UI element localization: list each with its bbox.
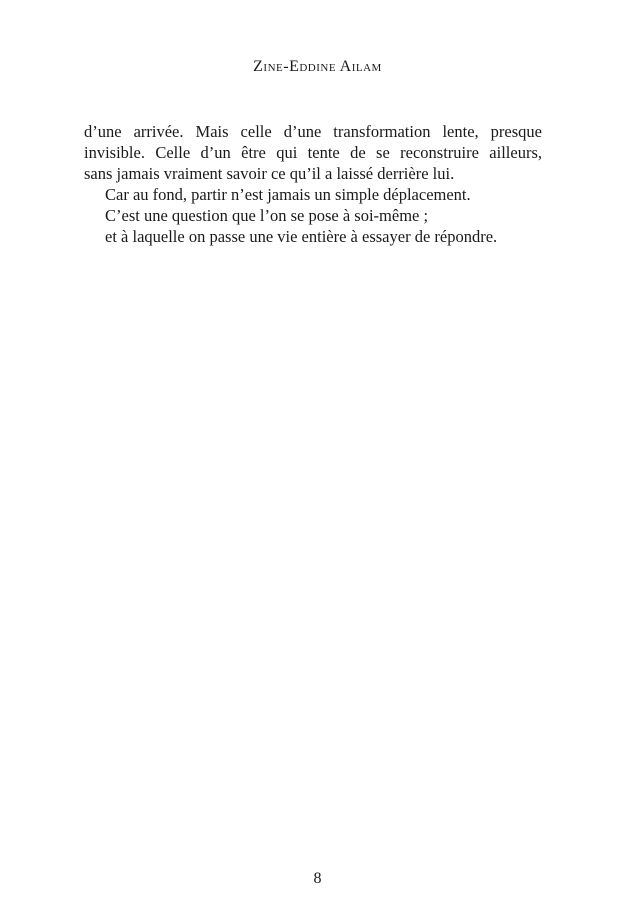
text-line: invisible. Celle d’un être qui tente de se reconstruire ailleurs,	[84, 143, 542, 162]
text-line: d’une arrivée. Mais celle d’une transformation lente, presque	[84, 122, 542, 141]
text-line: sans jamais vraiment savoir ce qu’il a laissé derrière lui.	[84, 164, 455, 183]
paragraph-line: Car au fond, partir n’est jamais un simple déplacement.	[105, 185, 471, 204]
paragraph-line: et à laquelle on passe une vie entière à essayer de répondre.	[105, 227, 498, 246]
page-number: 8	[313, 870, 322, 887]
paragraph-line: C’est une question que l’on se pose à soi-même ;	[105, 206, 429, 225]
body-text	[84, 121, 542, 247]
running-header-author: Zine-Eddine Ailam	[253, 58, 382, 75]
